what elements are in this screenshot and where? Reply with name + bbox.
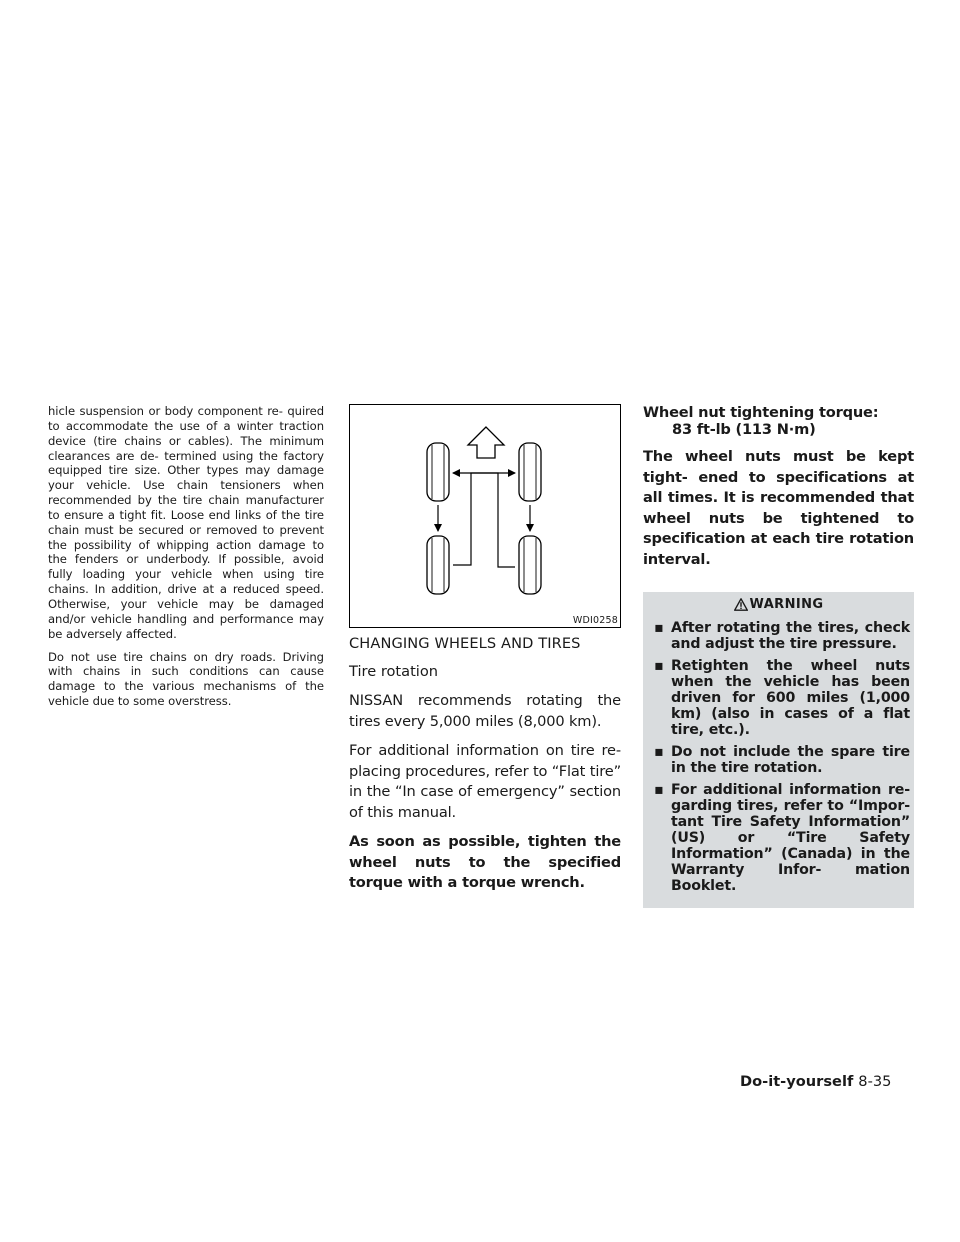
section-heading: CHANGING WHEELS AND TIRES — [349, 635, 581, 652]
torque-title: Wheel nut tightening torque: — [643, 404, 879, 421]
dry-roads-paragraph: Do not use tire chains on dry roads. Driving with chains in such conditions can cause damage to the various mechanisms of the vehicle due to some overstress. — [48, 649, 324, 709]
footer-section-name: Do-it-yourself — [740, 1073, 854, 1090]
rear-right-tire — [519, 536, 541, 594]
warning-triangle-icon — [734, 598, 748, 611]
bullet-icon: ▪ — [654, 658, 664, 674]
flat-tire-reference-paragraph: For additional information on tire re- placing procedures, refer to “Flat tire” in the “In case of emergency” section of this manual. — [349, 742, 621, 821]
front-right-tire — [519, 443, 541, 501]
subheading-tire-rotation: Tire rotation — [349, 663, 439, 680]
right-column — [643, 404, 914, 908]
rear-right-to-front-left-arrow — [453, 473, 515, 567]
wheel-nut-spec-paragraph: The wheel nuts must be kept tight- ened to specifications at all times. It is recommended that wheel nuts be tightened to specification at each tire rotation interval. — [643, 448, 914, 568]
tire-rotation-diagram-graphic — [350, 405, 620, 627]
torque-value: 83 ft-lb (113 N·m) — [672, 421, 816, 438]
warning-list — [643, 620, 914, 894]
front-left-tire — [427, 443, 449, 501]
warning-box — [643, 592, 914, 908]
bullet-icon: ▪ — [654, 744, 664, 760]
forward-arrow-icon — [468, 427, 504, 458]
middle-column — [349, 404, 621, 903]
bullet-icon: ▪ — [654, 782, 664, 798]
rear-left-tire — [427, 536, 449, 594]
warning-item: ▪ Do not include the spare tire in the tire rotation. — [654, 744, 910, 776]
tighten-wheel-nuts-paragraph: As soon as possible, tighten the wheel nuts to the specified torque with a torque wrench. — [349, 833, 621, 891]
page-number: 8-35 — [858, 1073, 892, 1090]
rear-left-to-front-right-arrow — [453, 473, 515, 565]
warning-item: ▪ For additional information re- garding tires, refer to “Impor- tant Tire Safety Information” (US) or “Tire Safety Information” (Canada) in the Warranty Infor- mation Booklet. — [654, 782, 910, 894]
figure-id: WDI0258 — [572, 615, 618, 626]
rotation-interval-paragraph: NISSAN recommends rotating the tires every 5,000 miles (8,000 km). — [349, 692, 621, 730]
bullet-icon: ▪ — [654, 620, 664, 636]
tire-chain-paragraph: hicle suspension or body component re- quired to accommodate the use of a winter traction device (tire chains or cables). The minimum clearances are de- termined using the factory equipped tire size. Other types may damage your vehicle. Use chain tensioners when recommended by the tire chain manufacturer to ensure a tight fit. Loose end links of the tire chain must be secured or removed to prevent the possibility of whipping action damage to the fenders or underbody. If possible, avoid fully loading your vehicle when using tire chains. In addition, drive at a reduced speed. Otherwise, your vehicle may be damaged and/or vehicle handling and performance may be adversely affected. — [48, 404, 324, 641]
warning-header — [643, 592, 914, 617]
left-column — [48, 404, 324, 717]
tire-rotation-diagram — [349, 404, 621, 628]
warning-title: WARNING — [749, 597, 824, 612]
warning-item: ▪ After rotating the tires, check and adjust the tire pressure. — [654, 620, 910, 652]
warning-item: ▪ Retighten the wheel nuts when the vehicle has been driven for 600 miles (1,000 km) (also in cases of a flat tire, etc.). — [654, 658, 910, 738]
page-footer — [740, 1073, 891, 1090]
